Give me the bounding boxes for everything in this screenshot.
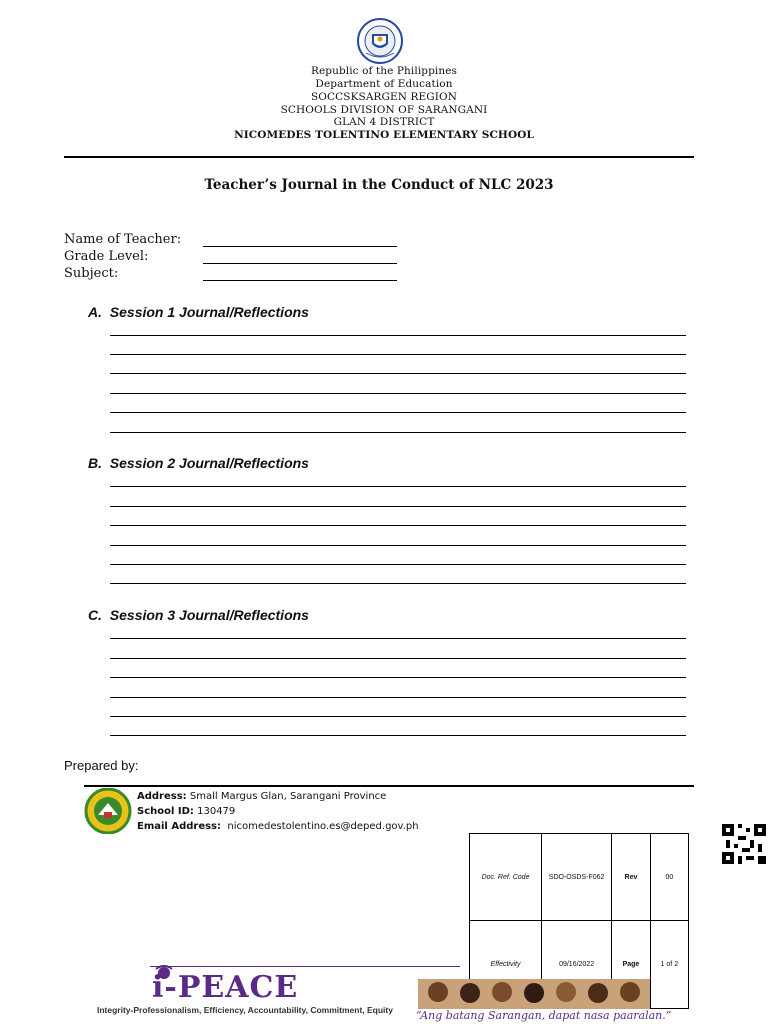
writing-line[interactable]	[110, 335, 686, 336]
writing-line[interactable]	[110, 545, 686, 546]
writing-line[interactable]	[110, 393, 686, 394]
header-line-2: Department of Education	[315, 78, 453, 90]
writing-line[interactable]	[110, 525, 686, 526]
writing-line[interactable]	[110, 354, 686, 355]
prepared-by-label: Prepared by:	[64, 758, 139, 773]
school-id-label: School ID:	[137, 806, 194, 817]
address-row	[137, 789, 419, 804]
school-logo	[84, 788, 132, 834]
field-blank-teacher[interactable]	[203, 246, 397, 247]
writing-line[interactable]	[110, 716, 686, 717]
children-photo	[418, 979, 650, 1009]
section-letter: B.	[88, 455, 102, 471]
deped-seal-logo	[352, 18, 408, 64]
section-a-heading	[88, 304, 309, 320]
qr-code	[722, 824, 766, 864]
school-name: NICOMEDES TOLENTINO ELEMENTARY SCHOOL	[234, 129, 534, 141]
field-label-subject: Subject:	[64, 266, 119, 281]
school-contact-block	[137, 789, 419, 834]
address-value: Small Margus Glan, Sarangani Province	[189, 791, 387, 802]
page-label: Page	[612, 921, 651, 1009]
header-line-5: GLAN 4 DISTRICT	[333, 116, 435, 128]
effectivity-label: Effectivity	[470, 921, 542, 1009]
doc-ref-code-label: Doc. Ref. Code	[470, 834, 542, 921]
header-divider	[64, 156, 694, 158]
field-label-teacher: Name of Teacher:	[64, 232, 182, 247]
field-blank-subject[interactable]	[203, 280, 397, 281]
brand-tagline: Integrity-Professionalism, Efficiency, Accountability, Commitment, Equity	[97, 1005, 393, 1015]
section-c-heading	[88, 607, 309, 623]
writing-line[interactable]	[110, 658, 686, 659]
writing-line[interactable]	[110, 564, 686, 565]
writing-line[interactable]	[110, 677, 686, 678]
writing-line[interactable]	[110, 486, 686, 487]
writing-line[interactable]	[110, 583, 686, 584]
email-row	[137, 819, 419, 834]
writing-line[interactable]	[110, 506, 686, 507]
writing-line[interactable]	[110, 638, 686, 639]
email-value: nicomedestolentino.es@deped.gov.ph	[227, 821, 419, 832]
field-label-grade: Grade Level:	[64, 249, 149, 264]
writing-line[interactable]	[110, 373, 686, 374]
section-title: Session 1 Journal/Reflections	[109, 304, 309, 320]
brand-underline	[150, 966, 460, 967]
section-letter: C.	[88, 607, 102, 623]
slogan: “Ang batang Sarangan, dapat nasa paaralan.”	[416, 1009, 672, 1022]
rev-value: 00	[650, 834, 688, 921]
header-line-3: SOCCSKSARGEN REGION	[311, 91, 457, 103]
effectivity-value: 09/16/2022	[542, 921, 612, 1009]
email-label: Email Address:	[137, 821, 222, 832]
school-id-value: 130479	[197, 806, 236, 817]
writing-line[interactable]	[110, 432, 686, 433]
page-value: 1 of 2	[650, 921, 688, 1009]
rev-label: Rev	[612, 834, 651, 921]
document-title: Teacher’s Journal in the Conduct of NLC 2023	[204, 177, 554, 193]
address-label: Address:	[137, 791, 187, 802]
writing-line[interactable]	[110, 697, 686, 698]
header-line-4: SCHOOLS DIVISION OF SARANGANI	[280, 104, 488, 116]
section-title: Session 3 Journal/Reflections	[109, 607, 309, 623]
header-line-1: Republic of the Philippines	[310, 65, 458, 77]
writing-line[interactable]	[110, 412, 686, 413]
school-id-row	[137, 804, 419, 819]
section-b-heading	[88, 455, 309, 471]
section-letter: A.	[88, 304, 102, 320]
section-title: Session 2 Journal/Reflections	[109, 455, 309, 471]
writing-line[interactable]	[110, 735, 686, 736]
ipeace-brand: i-PEACE	[152, 970, 299, 1005]
footer-divider	[84, 785, 694, 787]
doc-ref-code-value: SDO-OSDS-F062	[542, 834, 612, 921]
field-blank-grade[interactable]	[203, 263, 397, 264]
